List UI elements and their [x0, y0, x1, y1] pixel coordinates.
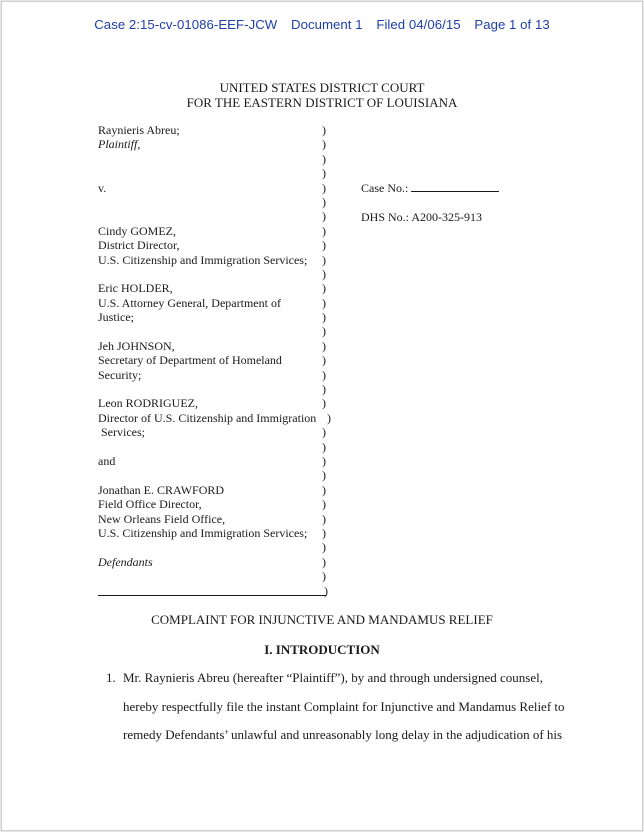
- page-indicator: Page 1 of 13: [474, 17, 550, 32]
- court-line-1: UNITED STATES DISTRICT COURT: [219, 80, 425, 95]
- defendant-3-name: Jeh JOHNSON,: [98, 338, 175, 353]
- defendant-2-title: U.S. Attorney General, Department of: [98, 295, 281, 310]
- caption-paren: ): [322, 295, 326, 310]
- caption-paren: ): [322, 252, 326, 267]
- caption-paren: ): [322, 281, 326, 296]
- court-name: [2, 81, 642, 110]
- caption-paren: ): [322, 425, 326, 440]
- caption-paren: ): [324, 583, 328, 598]
- and-conjunction: and: [98, 453, 116, 468]
- caption-paren: ): [322, 540, 326, 555]
- caption-paren: ): [322, 525, 326, 540]
- caption-paren: ): [322, 194, 326, 209]
- complaint-title: COMPLAINT FOR INJUNCTIVE AND MANDAMUS RELIEF: [151, 612, 493, 627]
- caption-underline: [98, 584, 326, 596]
- caption-paren: ): [322, 166, 326, 181]
- defendant-3-title: Secretary of Department of Homeland: [98, 353, 282, 368]
- paragraph-line-3: remedy Defendants’ unlawful and unreasonably long delay in the adjudication of his: [123, 727, 563, 742]
- caption-paren: ): [322, 353, 326, 368]
- plaintiff-label: Plaintiff,: [98, 137, 141, 152]
- defendant-2-name: Eric HOLDER,: [98, 281, 173, 296]
- caption-paren: ): [327, 410, 331, 425]
- caption-paren: ): [322, 382, 326, 397]
- caption-paren: ): [322, 511, 326, 526]
- versus: v.: [98, 180, 107, 195]
- defendant-1-agency: U.S. Citizenship and Immigration Services;: [98, 252, 308, 267]
- defendant-4-title: Director of U.S. Citizenship and Immigration: [98, 410, 317, 425]
- plaintiff-name: Raynieris Abreu;: [98, 123, 180, 137]
- caption-paren: ): [322, 367, 326, 382]
- caption-paren: ): [322, 338, 326, 353]
- caption-paren: ): [322, 137, 326, 152]
- defendants-label: Defendants: [98, 554, 153, 569]
- court-line-2: FOR THE EASTERN DISTRICT OF LOUISIANA: [186, 94, 458, 110]
- caption-paren: ): [322, 310, 326, 325]
- paragraph-number: 1.: [106, 670, 116, 685]
- document-number: Document 1: [291, 17, 363, 32]
- caption-paren: ): [322, 223, 326, 238]
- defendant-5-title: Field Office Director,: [98, 497, 202, 512]
- defendant-1-name: Cindy GOMEZ,: [98, 223, 176, 238]
- caption-paren: ): [322, 468, 326, 483]
- case-number-field: [361, 181, 499, 196]
- filed-date: Filed 04/06/15: [376, 17, 461, 32]
- document-page: [1, 1, 643, 831]
- caption-paren: ): [322, 396, 326, 411]
- caption-paren: ): [322, 151, 326, 166]
- caption-paren: ): [322, 482, 326, 497]
- case-number-label: Case No.:: [361, 181, 409, 195]
- dhs-number: DHS No.: A200-325-913: [361, 210, 483, 224]
- caption-paren: ): [322, 439, 326, 454]
- defendant-3-title-cont: Security;: [98, 367, 142, 382]
- caption-paren: ): [322, 123, 326, 137]
- caption-paren: ): [322, 554, 326, 569]
- caption-paren: ): [322, 453, 326, 468]
- defendant-5-office: New Orleans Field Office,: [98, 511, 226, 526]
- defendant-4-title-cont: Services;: [101, 425, 145, 440]
- case-number: Case 2:15-cv-01086-EEF-JCW: [94, 17, 278, 32]
- caption-paren: ): [322, 238, 326, 253]
- defendant-1-title: District Director,: [98, 238, 180, 253]
- paragraph-line-2: hereby respectfully file the instant Complaint for Injunctive and Mandamus Relief to: [123, 699, 565, 714]
- caption-paren: ): [322, 266, 326, 281]
- caption-paren: ): [322, 569, 326, 584]
- caption-paren: ): [322, 180, 326, 195]
- section-title: I. INTRODUCTION: [264, 642, 380, 657]
- defendant-2-title-cont: Justice;: [98, 310, 134, 325]
- paragraph-line-1: Mr. Raynieris Abreu (hereafter “Plaintiff”), by and through undersigned counsel,: [123, 670, 543, 685]
- defendant-4-name: Leon RODRIGUEZ,: [98, 396, 198, 411]
- defendant-5-name: Jonathan E. CRAWFORD: [98, 482, 225, 497]
- caption-paren: ): [322, 324, 326, 339]
- case-number-blank: [411, 181, 499, 192]
- filing-header: [2, 17, 642, 32]
- caption-paren: ): [322, 209, 326, 224]
- caption-paren: ): [322, 497, 326, 512]
- defendant-5-agency: U.S. Citizenship and Immigration Services;: [98, 525, 308, 540]
